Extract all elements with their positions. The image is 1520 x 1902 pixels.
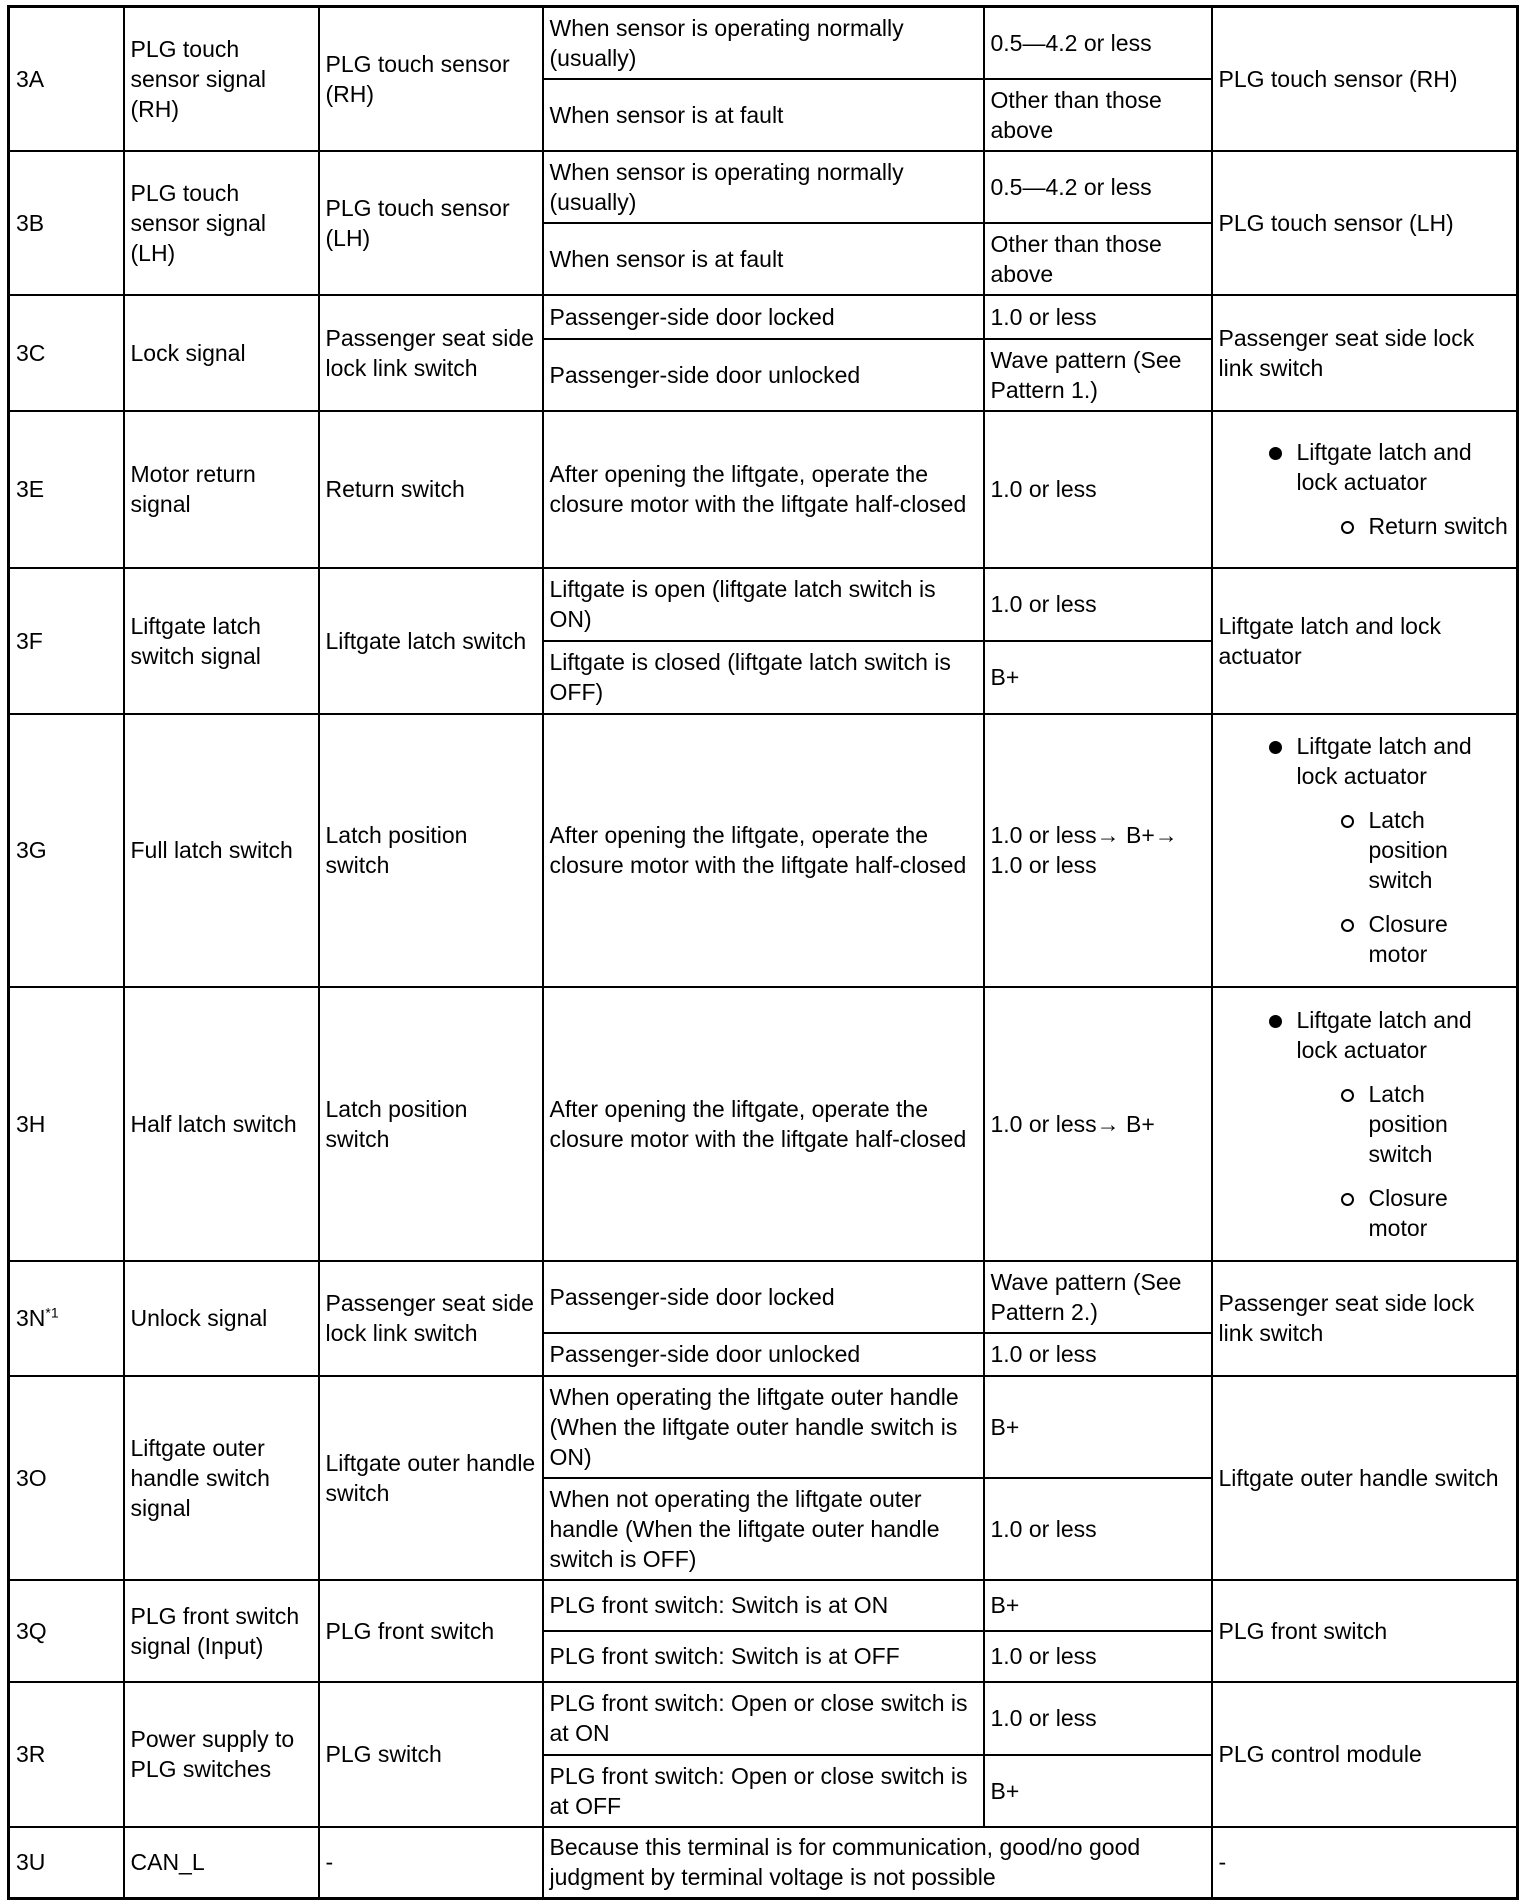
check-item-list — [1219, 437, 1511, 541]
signal-cell: Liftgate latch switch signal — [124, 568, 319, 714]
input-output-cell: Liftgate latch switch — [319, 568, 543, 714]
condition-cell: When sensor is at fault — [543, 79, 984, 151]
value-cell: 1.0 or less→ B+→ 1.0 or less — [984, 714, 1212, 987]
condition-cell: Passenger-side door locked — [543, 1261, 984, 1333]
check-item-cell: PLG touch sensor (LH) — [1212, 151, 1518, 295]
condition-cell: After opening the liftgate, operate the closure motor with the liftgate half-closed — [543, 987, 984, 1261]
terminal-cell: 3F — [9, 568, 124, 714]
input-output-cell: - — [319, 1827, 543, 1899]
check-item-cell: PLG touch sensor (RH) — [1212, 7, 1518, 151]
check-item-cell: - — [1212, 1827, 1518, 1899]
table-row — [9, 1827, 1518, 1899]
input-output-cell: PLG touch sensor (LH) — [319, 151, 543, 295]
terminal-cell: 3C — [9, 295, 124, 411]
signal-cell: Motor return signal — [124, 411, 319, 568]
table-row — [9, 987, 1518, 1261]
condition-cell: Liftgate is closed (liftgate latch switch is OFF) — [543, 641, 984, 714]
condition-cell: PLG front switch: Open or close switch is at OFF — [543, 1755, 984, 1827]
condition-cell: Passenger-side door unlocked — [543, 339, 984, 411]
value-cell: Wave pattern (See Pattern 1.) — [984, 339, 1212, 411]
check-item-list — [1219, 1005, 1511, 1243]
terminal-cell — [9, 1261, 124, 1376]
value-cell: 1.0 or less — [984, 295, 1212, 339]
terminal-cell: 3Q — [9, 1580, 124, 1682]
terminal-cell: 3E — [9, 411, 124, 568]
check-item-cell: Passenger seat side lock link switch — [1212, 1261, 1518, 1376]
input-output-cell: Passenger seat side lock link switch — [319, 1261, 543, 1376]
condition-cell: Because this terminal is for communication, good/no good judgment by terminal voltage is not possible — [543, 1827, 1212, 1899]
value-cell: 1.0 or less — [984, 1682, 1212, 1755]
input-output-cell: PLG front switch — [319, 1580, 543, 1682]
value-cell: B+ — [984, 1755, 1212, 1827]
signal-cell: PLG touch sensor signal (LH) — [124, 151, 319, 295]
check-item-sub-bullet: Latch position switch — [1219, 1079, 1511, 1169]
check-item-sub-bullet: Closure motor — [1219, 909, 1511, 969]
input-output-cell: Latch position switch — [319, 987, 543, 1261]
table-row — [9, 7, 1518, 79]
condition-cell: When sensor is operating normally (usually) — [543, 7, 984, 79]
terminal-cell: 3U — [9, 1827, 124, 1899]
terminal-cell: 3A — [9, 7, 124, 151]
table-row — [9, 1261, 1518, 1333]
signal-cell: Lock signal — [124, 295, 319, 411]
terminal-cell: 3B — [9, 151, 124, 295]
table-row — [9, 1580, 1518, 1631]
table-row — [9, 295, 1518, 339]
condition-cell: PLG front switch: Switch is at ON — [543, 1580, 984, 1631]
condition-cell: When sensor is operating normally (usually) — [543, 151, 984, 223]
value-cell: 1.0 or less — [984, 1478, 1212, 1580]
value-cell: Other than those above — [984, 223, 1212, 295]
condition-cell: After opening the liftgate, operate the closure motor with the liftgate half-closed — [543, 411, 984, 568]
condition-cell: When not operating the liftgate outer handle (When the liftgate outer handle switch is OFF) — [543, 1478, 984, 1580]
value-cell: B+ — [984, 1376, 1212, 1478]
value-cell: B+ — [984, 641, 1212, 714]
input-output-cell: Liftgate outer handle switch — [319, 1376, 543, 1580]
table-row — [9, 151, 1518, 223]
signal-cell: PLG front switch signal (Input) — [124, 1580, 319, 1682]
signal-cell: Liftgate outer handle switch signal — [124, 1376, 319, 1580]
terminal-cell: 3R — [9, 1682, 124, 1827]
signal-cell: CAN_L — [124, 1827, 319, 1899]
table-row — [9, 568, 1518, 641]
value-cell: 1.0 or less — [984, 568, 1212, 641]
table-row — [9, 1376, 1518, 1478]
condition-cell: After opening the liftgate, operate the closure motor with the liftgate half-closed — [543, 714, 984, 987]
check-item-cell: Liftgate outer handle switch — [1212, 1376, 1518, 1580]
check-item-cell — [1212, 411, 1518, 568]
check-item-sub-bullet: Latch position switch — [1219, 805, 1511, 895]
condition-cell: When operating the liftgate outer handle (When the liftgate outer handle switch is ON) — [543, 1376, 984, 1478]
input-output-cell: Passenger seat side lock link switch — [319, 295, 543, 411]
condition-cell: When sensor is at fault — [543, 223, 984, 295]
table-row — [9, 411, 1518, 568]
terminal-footnote-mark: *1 — [45, 1304, 59, 1321]
value-cell: B+ — [984, 1580, 1212, 1631]
value-cell: 1.0 or less — [984, 1333, 1212, 1376]
condition-cell: PLG front switch: Switch is at OFF — [543, 1631, 984, 1682]
terminal-voltage-table — [7, 5, 1519, 1900]
signal-cell: Unlock signal — [124, 1261, 319, 1376]
value-cell: Wave pattern (See Pattern 2.) — [984, 1261, 1212, 1333]
terminal-cell: 3H — [9, 987, 124, 1261]
check-item-bullet: Liftgate latch and lock actuator — [1219, 437, 1511, 497]
table-row — [9, 1682, 1518, 1755]
terminal-cell: 3O — [9, 1376, 124, 1580]
terminal-label: 3N — [16, 1305, 46, 1331]
input-output-cell: PLG touch sensor (RH) — [319, 7, 543, 151]
condition-cell: Passenger-side door unlocked — [543, 1333, 984, 1376]
check-item-cell — [1212, 987, 1518, 1261]
table-row — [9, 714, 1518, 987]
check-item-cell — [1212, 714, 1518, 987]
value-cell: 1.0 or less — [984, 411, 1212, 568]
input-output-cell: Return switch — [319, 411, 543, 568]
check-item-sub-bullet: Return switch — [1219, 511, 1511, 541]
value-cell: 0.5—4.2 or less — [984, 7, 1212, 79]
value-cell: Other than those above — [984, 79, 1212, 151]
input-output-cell: Latch position switch — [319, 714, 543, 987]
check-item-cell: PLG front switch — [1212, 1580, 1518, 1682]
check-item-cell: PLG control module — [1212, 1682, 1518, 1827]
value-cell: 0.5—4.2 or less — [984, 151, 1212, 223]
condition-cell: PLG front switch: Open or close switch is at ON — [543, 1682, 984, 1755]
terminal-cell: 3G — [9, 714, 124, 987]
value-cell: 1.0 or less — [984, 1631, 1212, 1682]
signal-cell: Power supply to PLG switches — [124, 1682, 319, 1827]
check-item-sub-bullet: Closure motor — [1219, 1183, 1511, 1243]
check-item-bullet: Liftgate latch and lock actuator — [1219, 731, 1511, 791]
input-output-cell: PLG switch — [319, 1682, 543, 1827]
check-item-cell: Passenger seat side lock link switch — [1212, 295, 1518, 411]
check-item-bullet: Liftgate latch and lock actuator — [1219, 1005, 1511, 1065]
signal-cell: PLG touch sensor signal (RH) — [124, 7, 319, 151]
check-item-cell: Liftgate latch and lock actuator — [1212, 568, 1518, 714]
signal-cell: Half latch switch — [124, 987, 319, 1261]
condition-cell: Passenger-side door locked — [543, 295, 984, 339]
condition-cell: Liftgate is open (liftgate latch switch is ON) — [543, 568, 984, 641]
check-item-list — [1219, 731, 1511, 969]
signal-cell: Full latch switch — [124, 714, 319, 987]
value-cell: 1.0 or less→ B+ — [984, 987, 1212, 1261]
